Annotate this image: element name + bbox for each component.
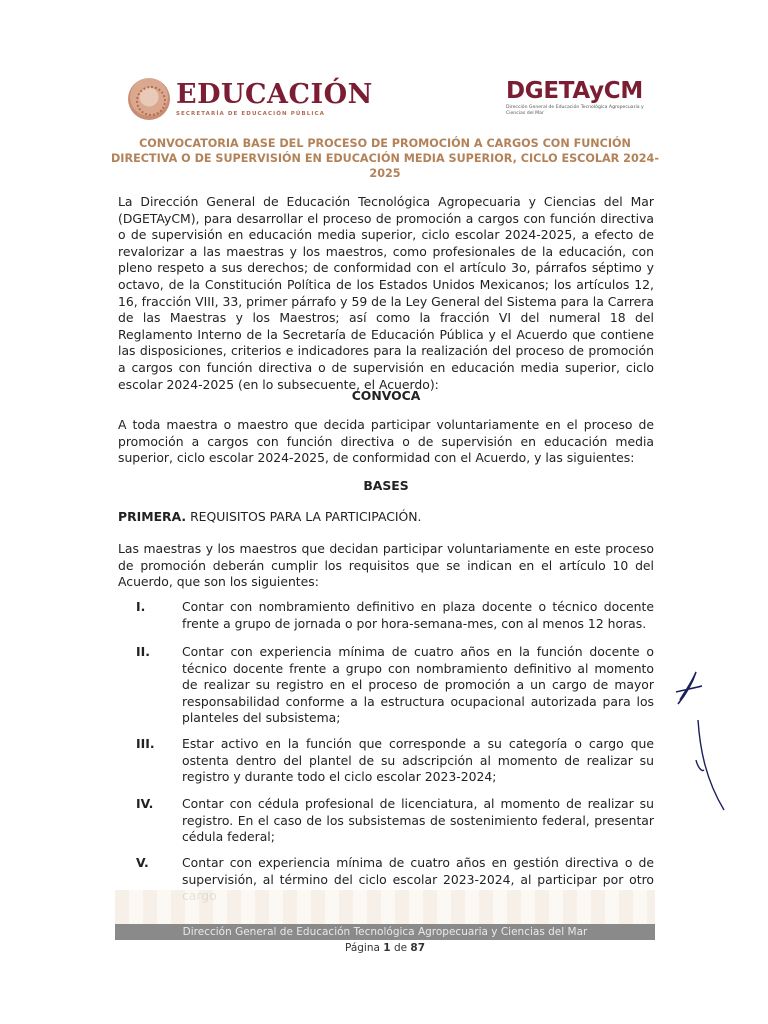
primera-label: PRIMERA.: [118, 509, 187, 524]
list-item-number: IV.: [136, 796, 154, 811]
list-item-number: V.: [136, 855, 149, 870]
primera-heading: [118, 509, 654, 524]
page-number: [115, 942, 655, 954]
list-item-number: II.: [136, 644, 150, 659]
document-title: CONVOCATORIA BASE DEL PROCESO DE PROMOCIÓN A CARGOS CON FUNCIÓN DIRECTIVA O DE SUPERVISIÓN EN EDUCACIÓN MEDIA SUPERIOR, CICLO ESCOLAR 2024-2025: [111, 137, 659, 180]
page-of: de: [393, 942, 408, 954]
footer-decoration: [115, 890, 655, 924]
list-item-text: Estar activo en la función que corresponde a su categoría o cargo que ostenta dentro del plantel de su adscripción al momento de realizar su registro y durante todo el ciclo escolar 2023-2024;: [182, 736, 654, 785]
sep-logo: [128, 76, 373, 122]
list-item-number: I.: [136, 599, 146, 614]
convoca-heading: CONVOCA: [351, 388, 421, 403]
page-label: Página: [344, 942, 380, 954]
primera-title: REQUISITOS PARA LA PARTICIPACIÓN.: [190, 509, 422, 524]
sep-logo-word: EDUCACIÓN: [176, 79, 373, 110]
sep-logo-subtitle: SECRETARÍA DE EDUCACIÓN PÚBLICA: [176, 111, 326, 117]
dgetaycm-logo-word: DGETAyCM: [506, 78, 643, 104]
requisitos-intro: Las maestras y los maestros que decidan participar voluntariamente en este proceso de promoción deberán cumplir los requisitos que se indican en el artículo 10 del Acuerdo, que son los siguientes:: [118, 541, 654, 590]
list-item-text: Contar con cédula profesional de licenciatura, al momento de realizar su registro. En el caso de los subsistemas de sostenimiento federal, presentar cédula federal;: [182, 796, 654, 845]
bases-heading: BASES: [363, 478, 409, 493]
dgetaycm-logo: [506, 78, 656, 117]
handwritten-signature-mark: [672, 660, 732, 820]
footer-bar: Dirección General de Educación Tecnológica Agropecuaria y Ciencias del Mar: [115, 924, 655, 940]
eagle-seal-icon: [128, 78, 170, 120]
list-item-text: Contar con experiencia mínima de cuatro años en la función docente o técnico docente frente a grupo con nombramiento definitivo al momento de realizar su registro en el proceso de promoción a un cargo de mayor responsabilidad conforme a la estructura ocupacional autorizada para los planteles del subsistema;: [182, 644, 654, 726]
convoca-paragraph: A toda maestra o maestro que decida participar voluntariamente en el proceso de promoción a cargos con función directiva o de supervisión en educación media superior, ciclo escolar 2024-2025, de conformidad con el Acuerdo, y las siguientes:: [118, 417, 654, 466]
dgetaycm-logo-subtitle: Dirección General de Educación Tecnológica Agropecuaria y Ciencias del Mar: [506, 105, 644, 116]
page-total: 87: [410, 942, 426, 954]
intro-paragraph: La Dirección General de Educación Tecnológica Agropecuaria y Ciencias del Mar (DGETAyCM), para desarrollar el proceso de promoción a cargos con función directiva o de supervisión en educación media superior, ciclo escolar 2024-2025, a efecto de revalorizar a las maestras y los maestros, como profesionales de la educación, con pleno respeto a sus derechos; de conformidad con el artículo 3o, párrafos séptimo y octavo, de la Constitución Política de los Estados Unidos Mexicanos; los artículos 12, 16, fracción VIII, 33, primer párrafo y 59 de la Ley General del Sistema para la Carrera de las Maestras y los Maestros; así como la fracción VI del numeral 18 del Reglamento Interno de la Secretaría de Educación Pública y el Acuerdo que contiene las disposiciones, criterios e indicadores para la realización del proceso de promoción a cargos con función directiva o de supervisión en educación media superior, ciclo escolar 2024-2025 (en lo subsecuente, el Acuerdo):: [118, 194, 654, 392]
list-item-text: Contar con nombramiento definitivo en plaza docente o técnico docente frente a grupo de jornada o por hora-semana-mes, con al menos 12 horas.: [182, 599, 654, 631]
list-item-number: III.: [136, 736, 155, 751]
list-item-text: Contar con experiencia mínima de cuatro años en gestión directiva o de supervisión, al término del ciclo escolar 2023-2024, al participar por otro: [182, 855, 654, 887]
page-current: 1: [383, 942, 391, 954]
